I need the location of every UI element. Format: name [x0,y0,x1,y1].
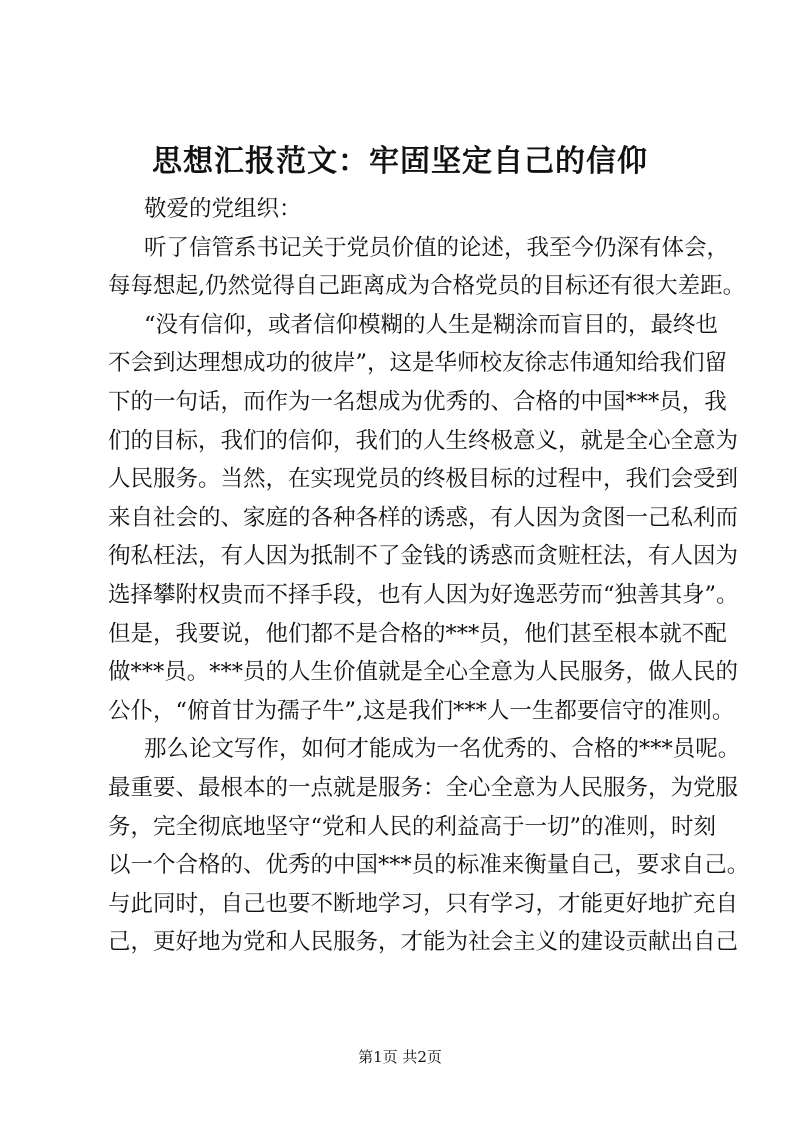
page-footer: 第1页 共2页 [358,1048,442,1066]
text-line: 每每想起,仍然觉得自己距离成为合格党员的目标还有很大差距。 [108,273,746,300]
document-title: 思想汇报范文：牢固坚定自己的信仰 [152,144,648,179]
text-line: 最重要、最根本的一点就是服务：全心全意为人民服务，为党服 [108,774,739,801]
text-line: 人民服务。当然，在实现党员的终极目标的过程中，我们会受到 [108,466,739,493]
text-line: 选择攀附权贵而不择手段，也有人因为好逸恶劳而“独善其身”。 [108,581,739,608]
text-line: “没有信仰，或者信仰模糊的人生是糊涂而盲目的，最终也 [144,311,719,338]
text-line: 听了信管系书记关于党员价值的论述，我至今仍深有体会， [144,234,730,261]
text-line: 做***员。***员的人生价值就是全心全意为人民服务，做人民的 [108,659,739,686]
text-line: 敬爱的党组织： [144,196,302,222]
text-line: 徇私枉法，有人因为抵制不了金钱的诱惑而贪赃枉法，有人因为 [108,543,739,570]
text-line: 来自社会的、家庭的各种各样的诱惑，有人因为贪图一己私利而 [108,504,739,531]
text-line: 以一个合格的、优秀的中国***员的标准来衡量自己，要求自己。 [108,852,750,879]
text-line: 那么论文写作，如何才能成为一名优秀的、合格的***员呢。 [144,736,741,763]
text-line: 不会到达理想成功的彼岸”，这是华师校友徐志伟通知给我们留 [108,350,728,377]
text-line: 公仆，“俯首甘为孺子牛”,这是我们***人一生都要信守的准则。 [108,697,735,724]
text-line: 们的目标，我们的信仰，我们的人生终极意义，就是全心全意为 [108,427,739,454]
text-line: 但是，我要说，他们都不是合格的***员，他们甚至根本就不配 [108,620,727,647]
text-line: 务，完全彻底地坚守“党和人民的利益高于一切”的准则，时刻 [108,813,717,840]
document-body [108,190,750,962]
text-line: 与此同时，自己也要不断地学习，只有学习，才能更好地扩充自 [108,890,739,917]
text-line: 己，更好地为党和人民服务，才能为社会主义的建设贡献出自己 [108,929,739,956]
text-line: 下的一句话，而作为一名想成为优秀的、合格的中国***员，我 [108,388,727,415]
